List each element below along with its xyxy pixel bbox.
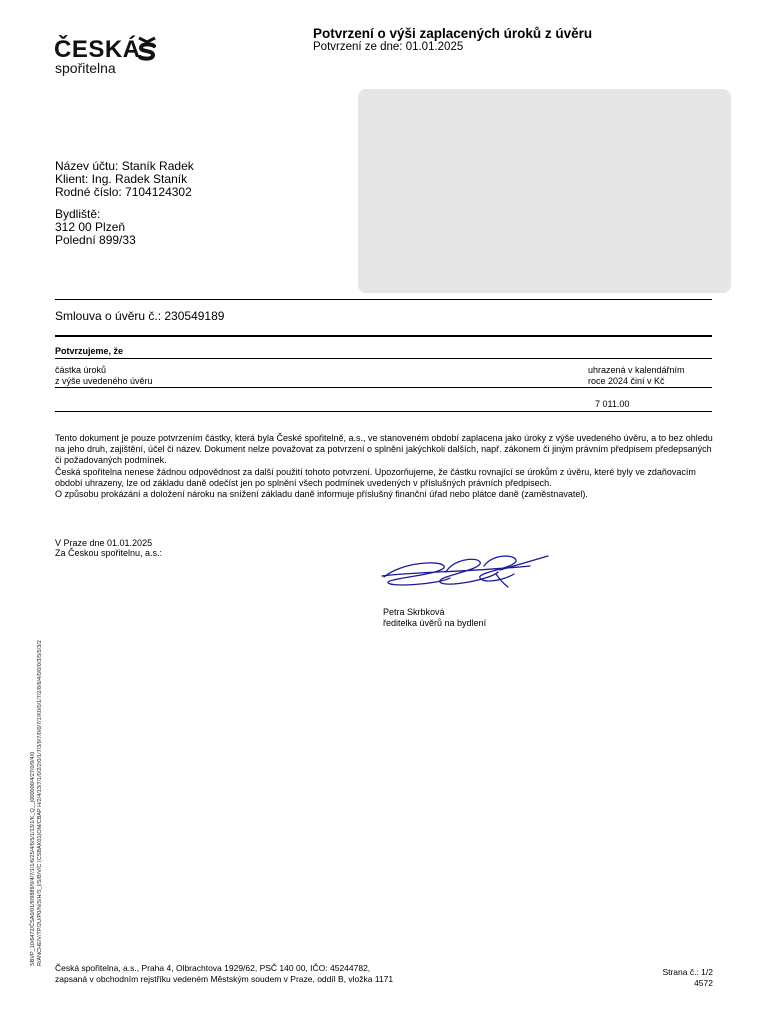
document-date: Potvrzení ze dne: 01.01.2025	[313, 41, 464, 53]
signature-place-date: V Praze dne 01.01.2025	[55, 538, 153, 548]
page-number: Strana č.: 1/2	[662, 967, 713, 977]
footer-line-1: Česká spořitelna, a.s., Praha 4, Olbrachtova 1929/62, PSČ 140 00, IČO: 45244782,	[55, 963, 371, 973]
interest-label-line1: částka úroků	[55, 365, 107, 375]
side-barcode-text	[30, 640, 43, 966]
disclaimer-paragraph-2: Česká spořitelna nenese žádnou odpovědnost za další použití tohoto potvrzení. Upozorňujeme, že částku rovnající se úrokům z úvěru, které byly ve zdaňovacím období uhrazeny, lze od základu daně odečíst jen po splnění všech podmínek uvedených v příslušných právních předpisech.	[55, 466, 696, 488]
interest-amount: 7 011.00	[595, 399, 630, 409]
birth-number: Rodné číslo: 7104124302	[55, 184, 192, 199]
signature-on-behalf: Za Českou spořitelnu, a.s.:	[55, 548, 163, 558]
residence-label: Bydliště:	[55, 207, 101, 221]
divider-table-header	[55, 387, 712, 388]
divider-top	[55, 299, 712, 300]
signatory-name: Petra Skrbková	[383, 607, 445, 617]
disclaimer-paragraph-1: Tento dokument je pouze potvrzením částky, která byla České spořitelně, a.s., ve stanoveném období zaplacena jako úroky z výše uvedeného úvěru, a to bez ohledu na jeho druh, zajištění, účel či název. Dokument nelze považovat za potvrzení o splnění jakýchkoli dalších, např. zákonem či jiným právním předpisem předepsaných či požadovaných podmínek.	[55, 433, 713, 466]
client-name: Klient: Ing. Radek Staník	[55, 171, 188, 186]
document-title: Potvrzení o výši zaplacených úroků z úvěru	[313, 26, 593, 41]
side-code-line-1: SBVP_10/6472/ČSA0/01/9/9889/9/4/7/1/1/6/25/4/6/5/1/13/1/K_Q__|000000/4/27/0/9/4/0	[30, 751, 36, 966]
confirmation-heading: Potvrzujeme, že	[55, 346, 124, 356]
handwritten-signature	[380, 550, 552, 594]
interest-label-line2: z výše uvedeného úvěru	[55, 376, 153, 386]
account-name: Název účtu: Staník Radek	[55, 159, 194, 173]
divider-contract	[55, 335, 712, 337]
disclaimer-text	[55, 433, 715, 500]
footer-company-info	[55, 963, 393, 985]
residence-city: 312 00 Plzeň	[55, 219, 126, 234]
page-info	[651, 967, 713, 989]
bank-logo-subtitle: spořitelna	[55, 60, 116, 76]
bank-logo-s-icon	[136, 36, 158, 62]
page-code: 4572	[694, 978, 713, 988]
residence-street: Polední 899/33	[55, 232, 136, 247]
side-code-line-2: R/ANCHE/V/TP/2U/P0/N/S/H/S_I/S/B/V/C (CSBAK01)OM/CBAP H/2/4/13/7/1/0/2/2/0/1/7/3/9/7/0/0/7/1/K0/0/1/7/2/8/6/4/0/0/0/3/5/5/3/2	[36, 640, 43, 966]
divider-heading	[55, 358, 712, 359]
signatory-role: ředitelka úvěrů na bydlení	[383, 618, 487, 628]
bank-logo-wordmark: ČESKÁ	[54, 36, 141, 63]
paid-label-line2: roce 2024 činí v Kč	[588, 376, 665, 386]
paid-label-line1: uhrazená v kalendářním	[588, 365, 685, 375]
contract-number: Smlouva o úvěru č.: 230549189	[55, 309, 225, 323]
footer-line-2: zapsaná v obchodním rejstříku vedeném Městským soudem v Praze, oddíl B, vložka 1171	[55, 974, 394, 984]
divider-table-bottom	[55, 411, 712, 412]
address-window-box	[358, 89, 731, 293]
disclaimer-paragraph-3: O způsobu prokázání a doložení nároku na snížení základu daně informuje příslušný finanční úřad nebo plátce daně (zaměstnavatel).	[55, 489, 588, 500]
